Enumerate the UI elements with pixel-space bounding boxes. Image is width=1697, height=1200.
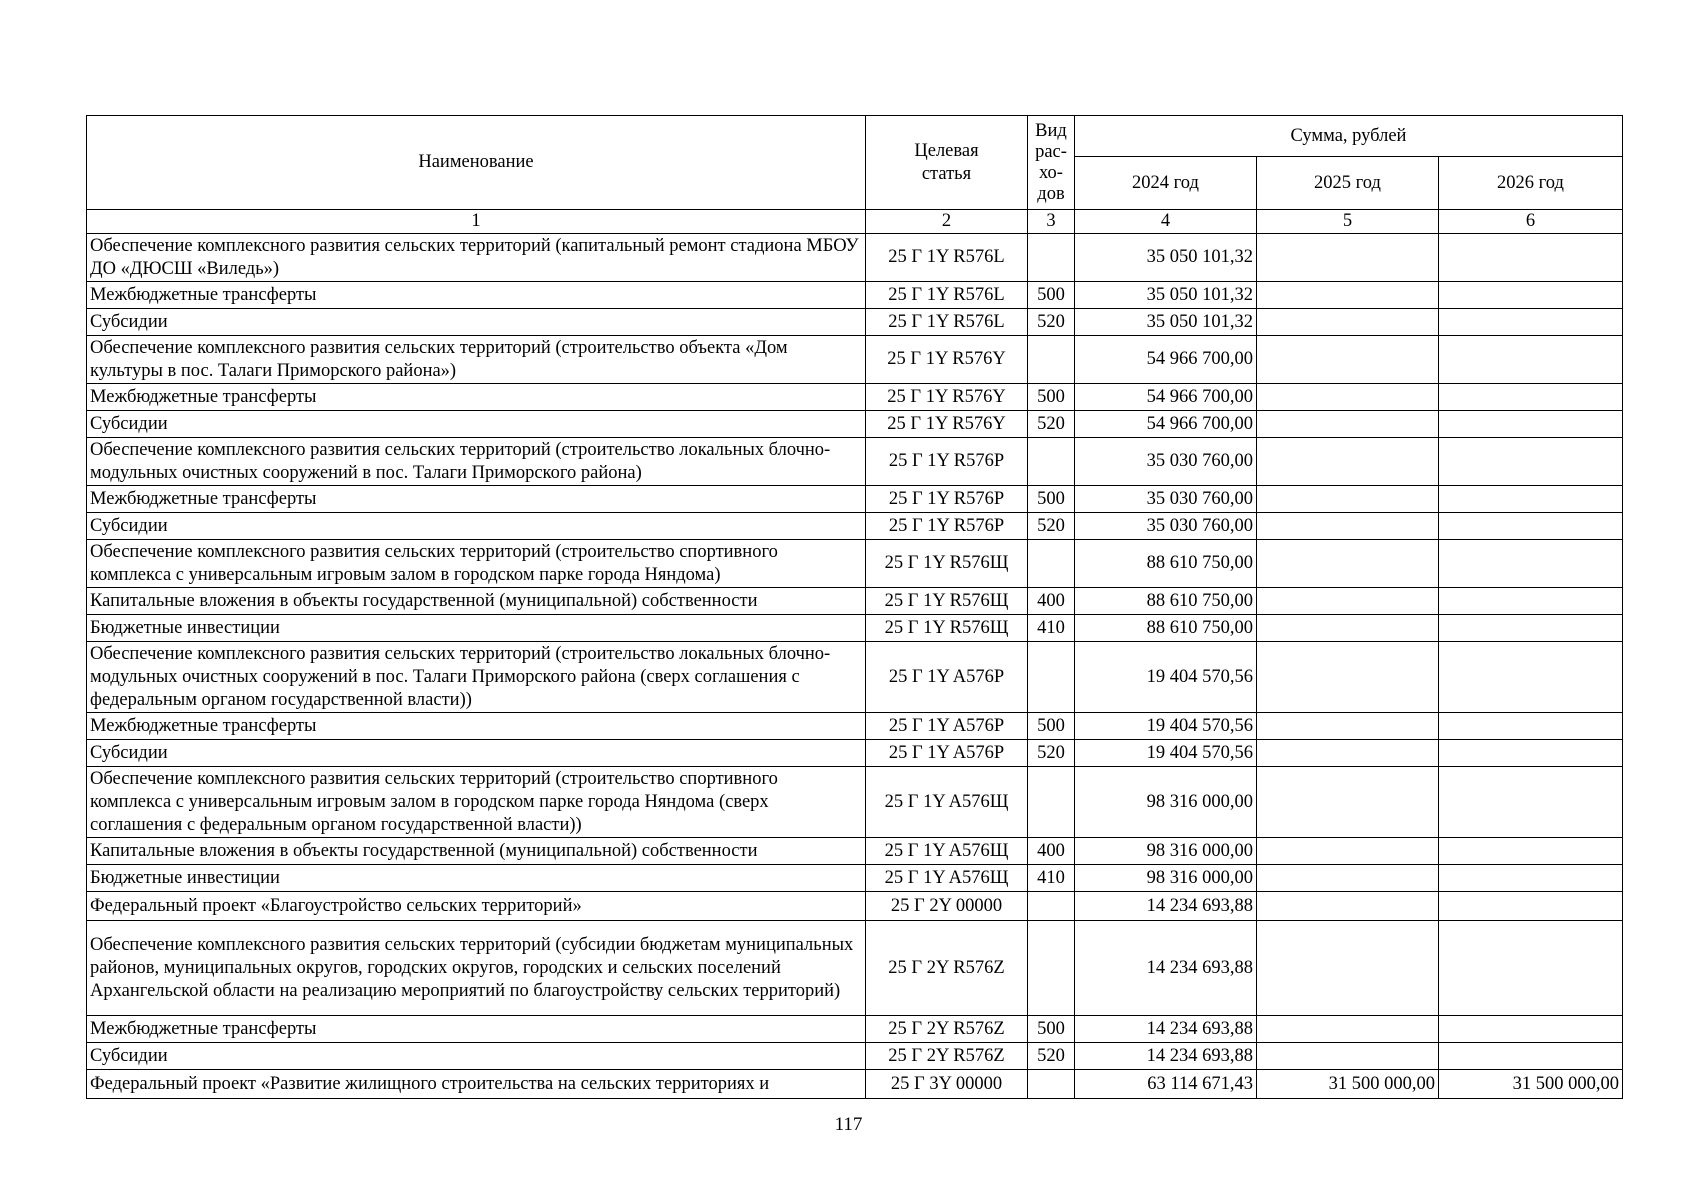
row-target-article: 25 Г 1Y R576Щ [866, 540, 1028, 588]
row-sum-2026 [1439, 282, 1623, 309]
row-sum-2025 [1257, 540, 1439, 588]
row-target-article: 25 Г 2Y R576Z [866, 921, 1028, 1016]
row-sum-2026 [1439, 740, 1623, 767]
row-sum-2024: 63 114 671,43 [1075, 1070, 1257, 1099]
row-sum-2025: 31 500 000,00 [1257, 1070, 1439, 1099]
row-sum-2025 [1257, 384, 1439, 411]
row-name: Обеспечение комплексного развития сельских территорий (строительство спортивного комплекса с универсальным игровым залом в городском парке города Няндома) [87, 540, 866, 588]
row-sum-2024: 88 610 750,00 [1075, 615, 1257, 642]
row-sum-2026 [1439, 615, 1623, 642]
row-expense-type: 500 [1028, 1016, 1075, 1043]
row-name: Федеральный проект «Благоустройство сельских территорий» [87, 892, 866, 921]
row-sum-2025 [1257, 767, 1439, 838]
row-target-article: 25 Г 1Y R576L [866, 309, 1028, 336]
row-target-article: 25 Г 1Y R576Y [866, 411, 1028, 438]
row-sum-2026 [1439, 384, 1623, 411]
row-expense-type [1028, 336, 1075, 384]
row-name: Обеспечение комплексного развития сельских территорий (строительство локальных блочно-модульных очистных сооружений в пос. Талаги Приморского района) [87, 438, 866, 486]
row-sum-2025 [1257, 838, 1439, 865]
row-expense-type: 500 [1028, 384, 1075, 411]
row-target-article: 25 Г 1Y A576Щ [866, 767, 1028, 838]
row-sum-2024: 35 050 101,32 [1075, 234, 1257, 282]
row-expense-type [1028, 234, 1075, 282]
row-sum-2025 [1257, 1043, 1439, 1070]
row-target-article: 25 Г 2Y R576Z [866, 1016, 1028, 1043]
row-name: Субсидии [87, 309, 866, 336]
row-sum-2026 [1439, 713, 1623, 740]
row-sum-2024: 54 966 700,00 [1075, 411, 1257, 438]
row-target-article: 25 Г 1Y A576P [866, 642, 1028, 713]
row-sum-2026 [1439, 336, 1623, 384]
row-name: Субсидии [87, 740, 866, 767]
row-target-article: 25 Г 1Y A576Щ [866, 865, 1028, 892]
row-expense-type: 520 [1028, 1043, 1075, 1070]
header-target-article: Целевая статья [866, 116, 1028, 210]
row-sum-2026 [1439, 767, 1623, 838]
table-row [87, 642, 1623, 713]
row-expense-type: 500 [1028, 713, 1075, 740]
row-target-article: 25 Г 1Y R576P [866, 513, 1028, 540]
header-year-2025: 2025 год [1257, 157, 1439, 210]
row-sum-2024: 14 234 693,88 [1075, 892, 1257, 921]
header-expense-type: Вид рас-хо-дов [1028, 116, 1075, 210]
table-row [87, 486, 1623, 513]
row-name: Капитальные вложения в объекты государственной (муниципальной) собственности [87, 588, 866, 615]
row-name: Бюджетные инвестиции [87, 865, 866, 892]
row-sum-2026 [1439, 486, 1623, 513]
row-sum-2025 [1257, 282, 1439, 309]
row-target-article: 25 Г 3Y 00000 [866, 1070, 1028, 1099]
row-sum-2025 [1257, 740, 1439, 767]
table-row [87, 411, 1623, 438]
row-target-article: 25 Г 1Y R576L [866, 282, 1028, 309]
table-row [87, 336, 1623, 384]
column-number: 3 [1028, 210, 1075, 234]
row-expense-type: 520 [1028, 411, 1075, 438]
row-sum-2024: 98 316 000,00 [1075, 767, 1257, 838]
row-sum-2024: 98 316 000,00 [1075, 865, 1257, 892]
row-name: Капитальные вложения в объекты государственной (муниципальной) собственности [87, 838, 866, 865]
row-name: Субсидии [87, 411, 866, 438]
row-expense-type: 520 [1028, 740, 1075, 767]
row-sum-2024: 35 050 101,32 [1075, 282, 1257, 309]
table-row [87, 438, 1623, 486]
row-sum-2024: 35 050 101,32 [1075, 309, 1257, 336]
row-sum-2026 [1439, 838, 1623, 865]
row-sum-2024: 14 234 693,88 [1075, 1043, 1257, 1070]
row-sum-2024: 14 234 693,88 [1075, 1016, 1257, 1043]
table-row [87, 1043, 1623, 1070]
row-expense-type: 520 [1028, 513, 1075, 540]
row-name: Федеральный проект «Развитие жилищного строительства на сельских территориях и [87, 1070, 866, 1099]
table-row [87, 588, 1623, 615]
row-sum-2025 [1257, 486, 1439, 513]
table-row [87, 921, 1623, 1016]
column-number: 5 [1257, 210, 1439, 234]
row-expense-type: 400 [1028, 588, 1075, 615]
column-number: 1 [87, 210, 866, 234]
row-sum-2024: 88 610 750,00 [1075, 540, 1257, 588]
row-sum-2024: 35 030 760,00 [1075, 438, 1257, 486]
table-row [87, 234, 1623, 282]
row-sum-2025 [1257, 411, 1439, 438]
row-name: Межбюджетные трансферты [87, 486, 866, 513]
row-sum-2024: 98 316 000,00 [1075, 838, 1257, 865]
row-expense-type: 500 [1028, 486, 1075, 513]
header-name: Наименование [87, 116, 866, 210]
row-sum-2026 [1439, 234, 1623, 282]
row-target-article: 25 Г 1Y A576Щ [866, 838, 1028, 865]
row-name: Межбюджетные трансферты [87, 713, 866, 740]
header-year-2024: 2024 год [1075, 157, 1257, 210]
budget-table [86, 115, 1623, 1099]
row-expense-type [1028, 540, 1075, 588]
table-row [87, 1016, 1623, 1043]
table-row [87, 713, 1623, 740]
row-sum-2026 [1439, 411, 1623, 438]
row-expense-type: 410 [1028, 865, 1075, 892]
row-expense-type: 520 [1028, 309, 1075, 336]
row-sum-2025 [1257, 921, 1439, 1016]
header-sum: Сумма, рублей [1075, 116, 1623, 157]
row-sum-2026 [1439, 540, 1623, 588]
row-sum-2025 [1257, 1016, 1439, 1043]
row-sum-2025 [1257, 336, 1439, 384]
table-row [87, 865, 1623, 892]
row-expense-type: 400 [1028, 838, 1075, 865]
table-body [87, 210, 1623, 1099]
row-name: Обеспечение комплексного развития сельских территорий (капитальный ремонт стадиона МБОУ ДО «ДЮСШ «Виледь») [87, 234, 866, 282]
row-expense-type: 500 [1028, 282, 1075, 309]
row-target-article: 25 Г 1Y R576Y [866, 384, 1028, 411]
column-number: 6 [1439, 210, 1623, 234]
row-expense-type: 410 [1028, 615, 1075, 642]
row-name: Обеспечение комплексного развития сельских территорий (строительство локальных блочно-модульных очистных сооружений в пос. Талаги Приморского района (сверх соглашения с федеральным органом государственной власти)) [87, 642, 866, 713]
row-name: Субсидии [87, 513, 866, 540]
table-row [87, 838, 1623, 865]
column-number: 4 [1075, 210, 1257, 234]
row-sum-2026 [1439, 438, 1623, 486]
table-row [87, 615, 1623, 642]
row-sum-2026: 31 500 000,00 [1439, 1070, 1623, 1099]
row-sum-2025 [1257, 642, 1439, 713]
row-sum-2024: 14 234 693,88 [1075, 921, 1257, 1016]
row-name: Бюджетные инвестиции [87, 615, 866, 642]
column-number: 2 [866, 210, 1028, 234]
row-sum-2026 [1439, 1016, 1623, 1043]
row-sum-2025 [1257, 513, 1439, 540]
table-row [87, 384, 1623, 411]
header-year-2026: 2026 год [1439, 157, 1623, 210]
row-target-article: 25 Г 1Y R576P [866, 486, 1028, 513]
row-target-article: 25 Г 1Y A576P [866, 740, 1028, 767]
row-sum-2025 [1257, 234, 1439, 282]
row-sum-2026 [1439, 513, 1623, 540]
row-expense-type [1028, 642, 1075, 713]
row-target-article: 25 Г 2Y 00000 [866, 892, 1028, 921]
row-sum-2024: 35 030 760,00 [1075, 513, 1257, 540]
table-row [87, 282, 1623, 309]
row-target-article: 25 Г 2Y R576Z [866, 1043, 1028, 1070]
column-number-row [87, 210, 1623, 234]
row-sum-2025 [1257, 615, 1439, 642]
row-target-article: 25 Г 1Y R576Щ [866, 615, 1028, 642]
table-row [87, 892, 1623, 921]
row-sum-2024: 19 404 570,56 [1075, 642, 1257, 713]
row-target-article: 25 Г 1Y R576Y [866, 336, 1028, 384]
row-name: Межбюджетные трансферты [87, 1016, 866, 1043]
row-sum-2025 [1257, 892, 1439, 921]
table-row [87, 740, 1623, 767]
row-target-article: 25 Г 1Y R576Щ [866, 588, 1028, 615]
row-sum-2024: 19 404 570,56 [1075, 740, 1257, 767]
row-target-article: 25 Г 1Y A576P [866, 713, 1028, 740]
row-sum-2026 [1439, 921, 1623, 1016]
row-target-article: 25 Г 1Y R576P [866, 438, 1028, 486]
row-expense-type [1028, 767, 1075, 838]
row-name: Межбюджетные трансферты [87, 282, 866, 309]
row-expense-type [1028, 438, 1075, 486]
row-sum-2026 [1439, 309, 1623, 336]
table-row [87, 309, 1623, 336]
table-row [87, 1070, 1623, 1099]
page-number: 117 [834, 1114, 863, 1135]
row-sum-2025 [1257, 588, 1439, 615]
table-row [87, 540, 1623, 588]
row-name: Обеспечение комплексного развития сельских территорий (субсидии бюджетам муниципальных районов, муниципальных округов, городских округов, городских и сельских поселений Архангельской области на реализацию мероприятий по благоустройству сельских территорий) [87, 921, 866, 1016]
row-sum-2025 [1257, 865, 1439, 892]
row-target-article: 25 Г 1Y R576L [866, 234, 1028, 282]
table-row [87, 513, 1623, 540]
row-name: Межбюджетные трансферты [87, 384, 866, 411]
row-sum-2024: 54 966 700,00 [1075, 336, 1257, 384]
table-row [87, 767, 1623, 838]
row-sum-2025 [1257, 713, 1439, 740]
row-sum-2026 [1439, 892, 1623, 921]
row-sum-2025 [1257, 309, 1439, 336]
row-sum-2025 [1257, 438, 1439, 486]
row-sum-2026 [1439, 1043, 1623, 1070]
row-sum-2024: 88 610 750,00 [1075, 588, 1257, 615]
row-sum-2024: 35 030 760,00 [1075, 486, 1257, 513]
row-sum-2026 [1439, 865, 1623, 892]
row-sum-2026 [1439, 642, 1623, 713]
row-expense-type [1028, 1070, 1075, 1099]
row-name: Субсидии [87, 1043, 866, 1070]
row-expense-type [1028, 921, 1075, 1016]
row-sum-2026 [1439, 588, 1623, 615]
row-expense-type [1028, 892, 1075, 921]
row-sum-2024: 54 966 700,00 [1075, 384, 1257, 411]
row-name: Обеспечение комплексного развития сельских территорий (строительство спортивного комплекса с универсальным игровым залом в городском парке города Няндома (сверх соглашения с федеральным органом государственной власти)) [87, 767, 866, 838]
row-name: Обеспечение комплексного развития сельских территорий (строительство объекта «Дом культуры в пос. Талаги Приморского района») [87, 336, 866, 384]
row-sum-2024: 19 404 570,56 [1075, 713, 1257, 740]
